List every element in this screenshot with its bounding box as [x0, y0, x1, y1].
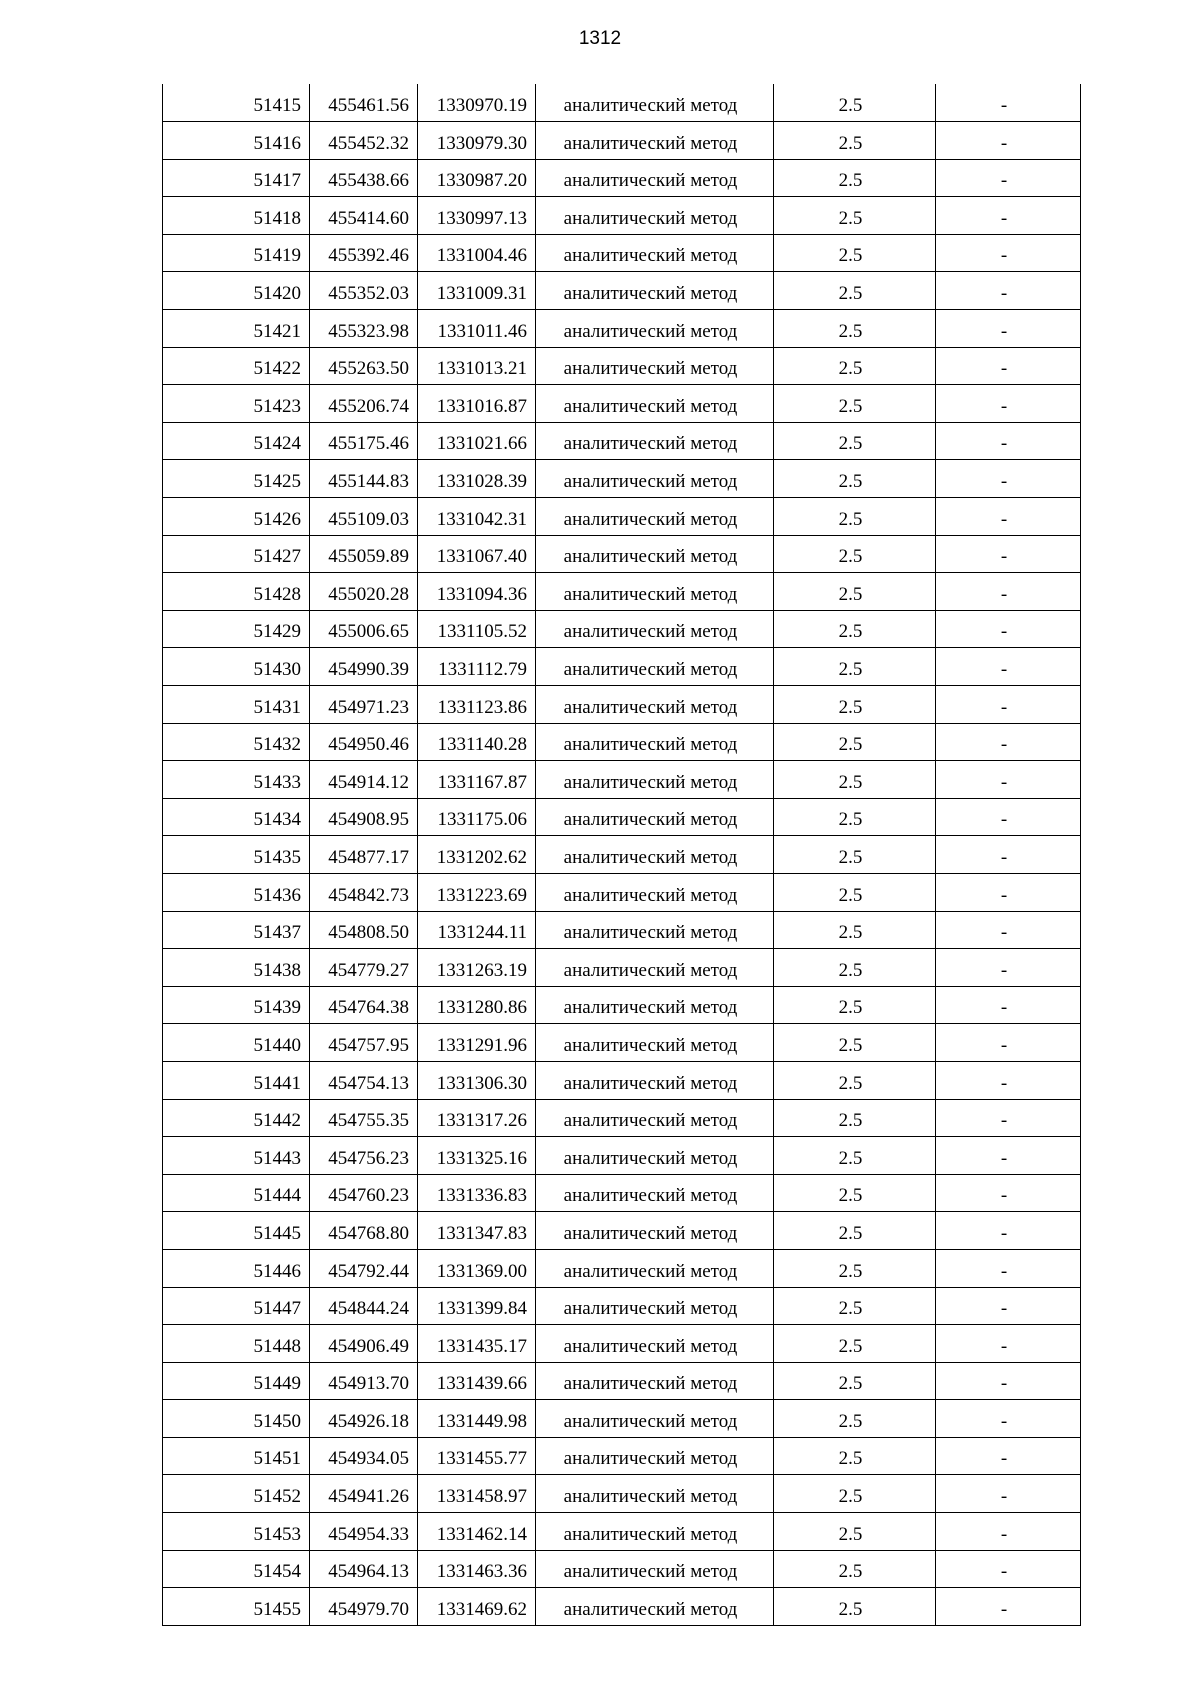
y-coordinate-cell: 1331021.66 [418, 422, 536, 460]
y-coordinate-cell: 1331462.14 [418, 1513, 536, 1551]
point-number-cell: 51429 [163, 610, 310, 648]
note-cell: - [936, 1061, 1081, 1099]
x-coordinate-cell: 454950.46 [310, 723, 418, 761]
point-number-cell: 51430 [163, 648, 310, 686]
x-coordinate-cell: 454913.70 [310, 1362, 418, 1400]
method-cell: аналитический метод [536, 610, 774, 648]
note-cell: - [936, 1400, 1081, 1438]
accuracy-cell: 2.5 [774, 1513, 936, 1551]
y-coordinate-cell: 1330979.30 [418, 122, 536, 160]
accuracy-cell: 2.5 [774, 1475, 936, 1513]
coordinates-table-body [163, 84, 1081, 1625]
note-cell: - [936, 911, 1081, 949]
table-row [163, 1099, 1081, 1137]
y-coordinate-cell: 1331202.62 [418, 836, 536, 874]
note-cell: - [936, 1099, 1081, 1137]
note-cell: - [936, 1475, 1081, 1513]
method-cell: аналитический метод [536, 1024, 774, 1062]
table-row [163, 1550, 1081, 1588]
accuracy-cell: 2.5 [774, 422, 936, 460]
point-number-cell: 51420 [163, 272, 310, 310]
note-cell: - [936, 798, 1081, 836]
accuracy-cell: 2.5 [774, 385, 936, 423]
y-coordinate-cell: 1331449.98 [418, 1400, 536, 1438]
method-cell: аналитический метод [536, 986, 774, 1024]
note-cell: - [936, 122, 1081, 160]
point-number-cell: 51422 [163, 347, 310, 385]
method-cell: аналитический метод [536, 1325, 774, 1363]
note-cell: - [936, 535, 1081, 573]
table-row [163, 535, 1081, 573]
point-number-cell: 51441 [163, 1061, 310, 1099]
note-cell: - [936, 197, 1081, 235]
point-number-cell: 51453 [163, 1513, 310, 1551]
point-number-cell: 51447 [163, 1287, 310, 1325]
accuracy-cell: 2.5 [774, 1400, 936, 1438]
accuracy-cell: 2.5 [774, 873, 936, 911]
accuracy-cell: 2.5 [774, 723, 936, 761]
method-cell: аналитический метод [536, 1475, 774, 1513]
table-row [163, 1287, 1081, 1325]
y-coordinate-cell: 1331244.11 [418, 911, 536, 949]
table-row [163, 761, 1081, 799]
note-cell: - [936, 422, 1081, 460]
table-row [163, 1061, 1081, 1099]
point-number-cell: 51445 [163, 1212, 310, 1250]
x-coordinate-cell: 454964.13 [310, 1550, 418, 1588]
method-cell: аналитический метод [536, 1437, 774, 1475]
y-coordinate-cell: 1331325.16 [418, 1137, 536, 1175]
x-coordinate-cell: 454757.95 [310, 1024, 418, 1062]
y-coordinate-cell: 1331140.28 [418, 723, 536, 761]
x-coordinate-cell: 454842.73 [310, 873, 418, 911]
note-cell: - [936, 234, 1081, 272]
note-cell: - [936, 573, 1081, 611]
y-coordinate-cell: 1331306.30 [418, 1061, 536, 1099]
point-number-cell: 51432 [163, 723, 310, 761]
point-number-cell: 51428 [163, 573, 310, 611]
method-cell: аналитический метод [536, 1061, 774, 1099]
x-coordinate-cell: 455144.83 [310, 460, 418, 498]
table-row [163, 986, 1081, 1024]
note-cell: - [936, 272, 1081, 310]
point-number-cell: 51419 [163, 234, 310, 272]
note-cell: - [936, 385, 1081, 423]
table-row [163, 385, 1081, 423]
point-number-cell: 51431 [163, 686, 310, 724]
method-cell: аналитический метод [536, 159, 774, 197]
note-cell: - [936, 498, 1081, 536]
x-coordinate-cell: 454934.05 [310, 1437, 418, 1475]
method-cell: аналитический метод [536, 1174, 774, 1212]
accuracy-cell: 2.5 [774, 1024, 936, 1062]
table-row [163, 1174, 1081, 1212]
table-row [163, 1137, 1081, 1175]
x-coordinate-cell: 454760.23 [310, 1174, 418, 1212]
table-row [163, 873, 1081, 911]
y-coordinate-cell: 1331369.00 [418, 1249, 536, 1287]
table-row [163, 234, 1081, 272]
point-number-cell: 51418 [163, 197, 310, 235]
note-cell: - [936, 1513, 1081, 1551]
table-row [163, 1475, 1081, 1513]
note-cell: - [936, 460, 1081, 498]
y-coordinate-cell: 1330970.19 [418, 84, 536, 122]
note-cell: - [936, 1325, 1081, 1363]
y-coordinate-cell: 1331347.83 [418, 1212, 536, 1250]
y-coordinate-cell: 1331112.79 [418, 648, 536, 686]
point-number-cell: 51444 [163, 1174, 310, 1212]
accuracy-cell: 2.5 [774, 1212, 936, 1250]
point-number-cell: 51438 [163, 949, 310, 987]
x-coordinate-cell: 455461.56 [310, 84, 418, 122]
point-number-cell: 51417 [163, 159, 310, 197]
method-cell: аналитический метод [536, 1400, 774, 1438]
point-number-cell: 51437 [163, 911, 310, 949]
method-cell: аналитический метод [536, 385, 774, 423]
y-coordinate-cell: 1331067.40 [418, 535, 536, 573]
x-coordinate-cell: 455452.32 [310, 122, 418, 160]
accuracy-cell: 2.5 [774, 272, 936, 310]
point-number-cell: 51448 [163, 1325, 310, 1363]
y-coordinate-cell: 1331013.21 [418, 347, 536, 385]
x-coordinate-cell: 454764.38 [310, 986, 418, 1024]
table-row [163, 1212, 1081, 1250]
table-row [163, 310, 1081, 348]
note-cell: - [936, 1137, 1081, 1175]
method-cell: аналитический метод [536, 310, 774, 348]
x-coordinate-cell: 454926.18 [310, 1400, 418, 1438]
y-coordinate-cell: 1331463.36 [418, 1550, 536, 1588]
method-cell: аналитический метод [536, 347, 774, 385]
x-coordinate-cell: 454990.39 [310, 648, 418, 686]
x-coordinate-cell: 455392.46 [310, 234, 418, 272]
y-coordinate-cell: 1331455.77 [418, 1437, 536, 1475]
note-cell: - [936, 723, 1081, 761]
table-row [163, 347, 1081, 385]
accuracy-cell: 2.5 [774, 197, 936, 235]
table-row [163, 648, 1081, 686]
y-coordinate-cell: 1331336.83 [418, 1174, 536, 1212]
x-coordinate-cell: 455414.60 [310, 197, 418, 235]
accuracy-cell: 2.5 [774, 648, 936, 686]
method-cell: аналитический метод [536, 1212, 774, 1250]
table-row [163, 422, 1081, 460]
table-row [163, 573, 1081, 611]
point-number-cell: 51439 [163, 986, 310, 1024]
method-cell: аналитический метод [536, 949, 774, 987]
table-row [163, 610, 1081, 648]
table-row [163, 159, 1081, 197]
method-cell: аналитический метод [536, 1588, 774, 1626]
note-cell: - [936, 1174, 1081, 1212]
point-number-cell: 51454 [163, 1550, 310, 1588]
method-cell: аналитический метод [536, 1550, 774, 1588]
note-cell: - [936, 836, 1081, 874]
accuracy-cell: 2.5 [774, 761, 936, 799]
accuracy-cell: 2.5 [774, 1437, 936, 1475]
y-coordinate-cell: 1331175.06 [418, 798, 536, 836]
x-coordinate-cell: 454877.17 [310, 836, 418, 874]
accuracy-cell: 2.5 [774, 573, 936, 611]
point-number-cell: 51452 [163, 1475, 310, 1513]
x-coordinate-cell: 454844.24 [310, 1287, 418, 1325]
note-cell: - [936, 610, 1081, 648]
x-coordinate-cell: 454941.26 [310, 1475, 418, 1513]
point-number-cell: 51440 [163, 1024, 310, 1062]
y-coordinate-cell: 1331105.52 [418, 610, 536, 648]
point-number-cell: 51423 [163, 385, 310, 423]
note-cell: - [936, 686, 1081, 724]
table-row [163, 723, 1081, 761]
method-cell: аналитический метод [536, 422, 774, 460]
accuracy-cell: 2.5 [774, 798, 936, 836]
y-coordinate-cell: 1331458.97 [418, 1475, 536, 1513]
y-coordinate-cell: 1331399.84 [418, 1287, 536, 1325]
table-row [163, 798, 1081, 836]
y-coordinate-cell: 1331167.87 [418, 761, 536, 799]
y-coordinate-cell: 1331291.96 [418, 1024, 536, 1062]
accuracy-cell: 2.5 [774, 535, 936, 573]
y-coordinate-cell: 1331028.39 [418, 460, 536, 498]
note-cell: - [936, 949, 1081, 987]
x-coordinate-cell: 454908.95 [310, 798, 418, 836]
x-coordinate-cell: 454979.70 [310, 1588, 418, 1626]
point-number-cell: 51427 [163, 535, 310, 573]
method-cell: аналитический метод [536, 836, 774, 874]
x-coordinate-cell: 455263.50 [310, 347, 418, 385]
y-coordinate-cell: 1331439.66 [418, 1362, 536, 1400]
point-number-cell: 51434 [163, 798, 310, 836]
table-row [163, 122, 1081, 160]
x-coordinate-cell: 454914.12 [310, 761, 418, 799]
x-coordinate-cell: 454792.44 [310, 1249, 418, 1287]
accuracy-cell: 2.5 [774, 1137, 936, 1175]
method-cell: аналитический метод [536, 234, 774, 272]
table-row [163, 1437, 1081, 1475]
x-coordinate-cell: 454768.80 [310, 1212, 418, 1250]
accuracy-cell: 2.5 [774, 122, 936, 160]
table-row [163, 460, 1081, 498]
accuracy-cell: 2.5 [774, 498, 936, 536]
accuracy-cell: 2.5 [774, 159, 936, 197]
accuracy-cell: 2.5 [774, 610, 936, 648]
y-coordinate-cell: 1331004.46 [418, 234, 536, 272]
x-coordinate-cell: 455438.66 [310, 159, 418, 197]
table-row [163, 1588, 1081, 1626]
table-row [163, 911, 1081, 949]
method-cell: аналитический метод [536, 84, 774, 122]
point-number-cell: 51451 [163, 1437, 310, 1475]
x-coordinate-cell: 454779.27 [310, 949, 418, 987]
y-coordinate-cell: 1331016.87 [418, 385, 536, 423]
method-cell: аналитический метод [536, 573, 774, 611]
x-coordinate-cell: 454755.35 [310, 1099, 418, 1137]
note-cell: - [936, 986, 1081, 1024]
note-cell: - [936, 347, 1081, 385]
accuracy-cell: 2.5 [774, 836, 936, 874]
x-coordinate-cell: 454754.13 [310, 1061, 418, 1099]
y-coordinate-cell: 1331263.19 [418, 949, 536, 987]
point-number-cell: 51426 [163, 498, 310, 536]
point-number-cell: 51446 [163, 1249, 310, 1287]
x-coordinate-cell: 455006.65 [310, 610, 418, 648]
table-row [163, 1249, 1081, 1287]
table-row [163, 498, 1081, 536]
point-number-cell: 51455 [163, 1588, 310, 1626]
accuracy-cell: 2.5 [774, 310, 936, 348]
table-row [163, 949, 1081, 987]
point-number-cell: 51425 [163, 460, 310, 498]
point-number-cell: 51415 [163, 84, 310, 122]
table-row [163, 1513, 1081, 1551]
accuracy-cell: 2.5 [774, 347, 936, 385]
accuracy-cell: 2.5 [774, 1362, 936, 1400]
x-coordinate-cell: 454954.33 [310, 1513, 418, 1551]
method-cell: аналитический метод [536, 798, 774, 836]
x-coordinate-cell: 455059.89 [310, 535, 418, 573]
method-cell: аналитический метод [536, 1287, 774, 1325]
accuracy-cell: 2.5 [774, 1061, 936, 1099]
y-coordinate-cell: 1331094.36 [418, 573, 536, 611]
point-number-cell: 51416 [163, 122, 310, 160]
accuracy-cell: 2.5 [774, 1550, 936, 1588]
accuracy-cell: 2.5 [774, 949, 936, 987]
method-cell: аналитический метод [536, 272, 774, 310]
accuracy-cell: 2.5 [774, 911, 936, 949]
point-number-cell: 51424 [163, 422, 310, 460]
accuracy-cell: 2.5 [774, 1287, 936, 1325]
y-coordinate-cell: 1330997.13 [418, 197, 536, 235]
x-coordinate-cell: 455020.28 [310, 573, 418, 611]
y-coordinate-cell: 1331042.31 [418, 498, 536, 536]
note-cell: - [936, 1212, 1081, 1250]
y-coordinate-cell: 1331009.31 [418, 272, 536, 310]
point-number-cell: 51443 [163, 1137, 310, 1175]
x-coordinate-cell: 455206.74 [310, 385, 418, 423]
method-cell: аналитический метод [536, 1249, 774, 1287]
accuracy-cell: 2.5 [774, 84, 936, 122]
coordinates-table [162, 84, 1081, 1626]
accuracy-cell: 2.5 [774, 1099, 936, 1137]
note-cell: - [936, 761, 1081, 799]
table-row [163, 1400, 1081, 1438]
table-row [163, 272, 1081, 310]
accuracy-cell: 2.5 [774, 1325, 936, 1363]
y-coordinate-cell: 1331469.62 [418, 1588, 536, 1626]
method-cell: аналитический метод [536, 1137, 774, 1175]
y-coordinate-cell: 1331435.17 [418, 1325, 536, 1363]
method-cell: аналитический метод [536, 460, 774, 498]
point-number-cell: 51433 [163, 761, 310, 799]
method-cell: аналитический метод [536, 197, 774, 235]
method-cell: аналитический метод [536, 873, 774, 911]
y-coordinate-cell: 1330987.20 [418, 159, 536, 197]
x-coordinate-cell: 454808.50 [310, 911, 418, 949]
method-cell: аналитический метод [536, 723, 774, 761]
table-row [163, 686, 1081, 724]
method-cell: аналитический метод [536, 535, 774, 573]
accuracy-cell: 2.5 [774, 1249, 936, 1287]
method-cell: аналитический метод [536, 1513, 774, 1551]
y-coordinate-cell: 1331317.26 [418, 1099, 536, 1137]
note-cell: - [936, 1362, 1081, 1400]
method-cell: аналитический метод [536, 1099, 774, 1137]
method-cell: аналитический метод [536, 911, 774, 949]
method-cell: аналитический метод [536, 1362, 774, 1400]
note-cell: - [936, 1437, 1081, 1475]
accuracy-cell: 2.5 [774, 234, 936, 272]
note-cell: - [936, 310, 1081, 348]
accuracy-cell: 2.5 [774, 1588, 936, 1626]
table-row [163, 84, 1081, 122]
accuracy-cell: 2.5 [774, 1174, 936, 1212]
y-coordinate-cell: 1331011.46 [418, 310, 536, 348]
x-coordinate-cell: 455109.03 [310, 498, 418, 536]
x-coordinate-cell: 454756.23 [310, 1137, 418, 1175]
accuracy-cell: 2.5 [774, 986, 936, 1024]
x-coordinate-cell: 454971.23 [310, 686, 418, 724]
y-coordinate-cell: 1331223.69 [418, 873, 536, 911]
method-cell: аналитический метод [536, 122, 774, 160]
table-row [163, 197, 1081, 235]
method-cell: аналитический метод [536, 498, 774, 536]
y-coordinate-cell: 1331123.86 [418, 686, 536, 724]
accuracy-cell: 2.5 [774, 686, 936, 724]
method-cell: аналитический метод [536, 761, 774, 799]
note-cell: - [936, 1024, 1081, 1062]
method-cell: аналитический метод [536, 648, 774, 686]
x-coordinate-cell: 455352.03 [310, 272, 418, 310]
note-cell: - [936, 1588, 1081, 1626]
accuracy-cell: 2.5 [774, 460, 936, 498]
note-cell: - [936, 159, 1081, 197]
x-coordinate-cell: 455175.46 [310, 422, 418, 460]
point-number-cell: 51442 [163, 1099, 310, 1137]
point-number-cell: 51421 [163, 310, 310, 348]
method-cell: аналитический метод [536, 686, 774, 724]
note-cell: - [936, 1550, 1081, 1588]
x-coordinate-cell: 455323.98 [310, 310, 418, 348]
note-cell: - [936, 84, 1081, 122]
note-cell: - [936, 648, 1081, 686]
page-number: 1312 [578, 28, 622, 49]
x-coordinate-cell: 454906.49 [310, 1325, 418, 1363]
point-number-cell: 51435 [163, 836, 310, 874]
table-row [163, 1325, 1081, 1363]
table-row [163, 1024, 1081, 1062]
point-number-cell: 51436 [163, 873, 310, 911]
note-cell: - [936, 1287, 1081, 1325]
y-coordinate-cell: 1331280.86 [418, 986, 536, 1024]
point-number-cell: 51449 [163, 1362, 310, 1400]
table-row [163, 1362, 1081, 1400]
table-row [163, 836, 1081, 874]
point-number-cell: 51450 [163, 1400, 310, 1438]
note-cell: - [936, 873, 1081, 911]
note-cell: - [936, 1249, 1081, 1287]
